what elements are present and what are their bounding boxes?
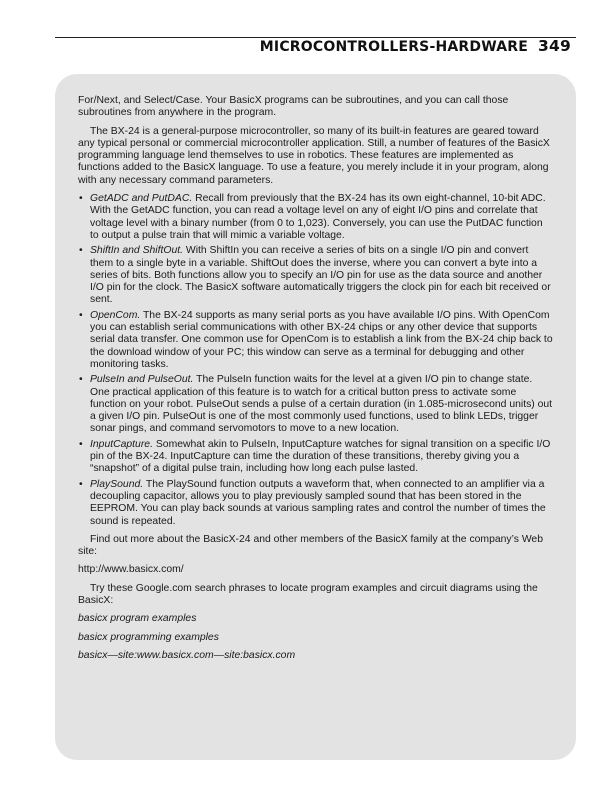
website-link[interactable]: http://www.basicx.com/ bbox=[78, 564, 184, 576]
list-item-text: The PulseIn function waits for the level at a given I/O pin to change state. One practical application of this feature is to watch for a critical button press to activate some function on your robot. PulseOut sends a pulse of a certain duration (in 1.085-microsecond units) out a given I/O pin. PulseOut is one of the most commonly used functions, used to blink LEDs, trigger sonar pings, and command servomotors to move to a new location. bbox=[90, 374, 553, 435]
list-item bbox=[78, 245, 554, 306]
body-text bbox=[78, 95, 554, 668]
list-item bbox=[78, 310, 554, 371]
list-item-text: Somewhat akin to PulseIn, InputCapture watches for signal transition on a specific I/O pin of the BX-24. InputCapture can time the duration of these transitions, thereby giving you a “snapshot” of a digital pulse train, including how long each pulse lasted. bbox=[90, 438, 551, 475]
list-item-term: ShiftIn and ShiftOut. bbox=[90, 245, 183, 257]
search-phrase: basicx—site:www.basicx.com—site:basicx.com bbox=[78, 649, 296, 661]
search-phrase: basicx programming examples bbox=[78, 631, 219, 643]
list-item-term: PulseIn and PulseOut. bbox=[90, 374, 194, 386]
paragraph-search-tips: Try these Google.com search phrases to locate program examples and circuit diagrams using the BasicX: bbox=[78, 582, 538, 606]
list-item-term: PlaySound. bbox=[90, 478, 144, 490]
page-number: 349 bbox=[538, 37, 571, 55]
paragraph-find-more: Find out more about the BasicX-24 and other members of the BasicX family at the company’s Web site: bbox=[78, 533, 543, 558]
running-head bbox=[260, 37, 571, 55]
feature-list bbox=[78, 193, 554, 528]
list-item-term: OpenCom. bbox=[90, 309, 141, 321]
list-item bbox=[78, 374, 554, 435]
list-item bbox=[78, 479, 554, 528]
paragraph-intro: For/Next, and Select/Case. Your BasicX programs can be subroutines, and you can call those subroutines from anywhere in the program. bbox=[78, 95, 509, 119]
list-item bbox=[78, 439, 554, 476]
search-phrase: basicx program examples bbox=[78, 613, 197, 625]
list-item-text: The PlaySound function outputs a waveform that, when connected to an amplifier via a decoupling capacitor, allows you to play previously sampled sound that has been stored in the EEPROM. You can play back sounds at various sampling rates and control the number of times the sound is repeated. bbox=[90, 478, 546, 527]
list-item-term: GetADC and PutDAC. bbox=[90, 193, 193, 205]
paragraph-bx24: The BX-24 is a general-purpose microcontroller, so many of its built-in features are geared toward any typical personal or commercial microcontroller application. Still, a number of features of the BasicX programming language lend themselves to use in robotics. These features are implemented as functions added to the BasicX language. To use a feature, you merely include it in your program, along with any necessary command parameters. bbox=[78, 125, 550, 186]
list-item-text: The BX-24 supports as many serial ports as you have available I/O pins. With OpenCom you can establish serial communications with other BX-24 chips or any other device that supports serial data transfer. One common use for OpenCom is to establish a link from the BX-24 chip back to the download window of your PC; this window can serve as a terminal for debugging and other monitoring tasks. bbox=[90, 309, 553, 370]
list-item-text: Recall from previously that the BX-24 has its own eight-channel, 10-bit ADC. With the GetADC function, you can read a voltage level on any of eight I/O pins and correlate that voltage level with a binary number (from 0 to 1,023). Conversely, you can use the PutDAC function to output a pulse train that will mimic a variable voltage. bbox=[90, 193, 546, 241]
list-item-text: With ShiftIn you can receive a series of bits on a single I/O pin and convert them to a single byte in a variable. ShiftOut does the inverse, where you can convert a byte into a series of bits. Both functions allow you to specify an I/O pin for use as the data source and another I/O pin for the clock. The BasicX software automatically triggers the clock pin for each bit received or sent. bbox=[90, 245, 551, 306]
chapter-title: MICROCONTROLLERS-HARDWARE bbox=[259, 39, 529, 55]
list-item bbox=[78, 193, 554, 242]
list-item-term: InputCapture. bbox=[90, 438, 153, 450]
